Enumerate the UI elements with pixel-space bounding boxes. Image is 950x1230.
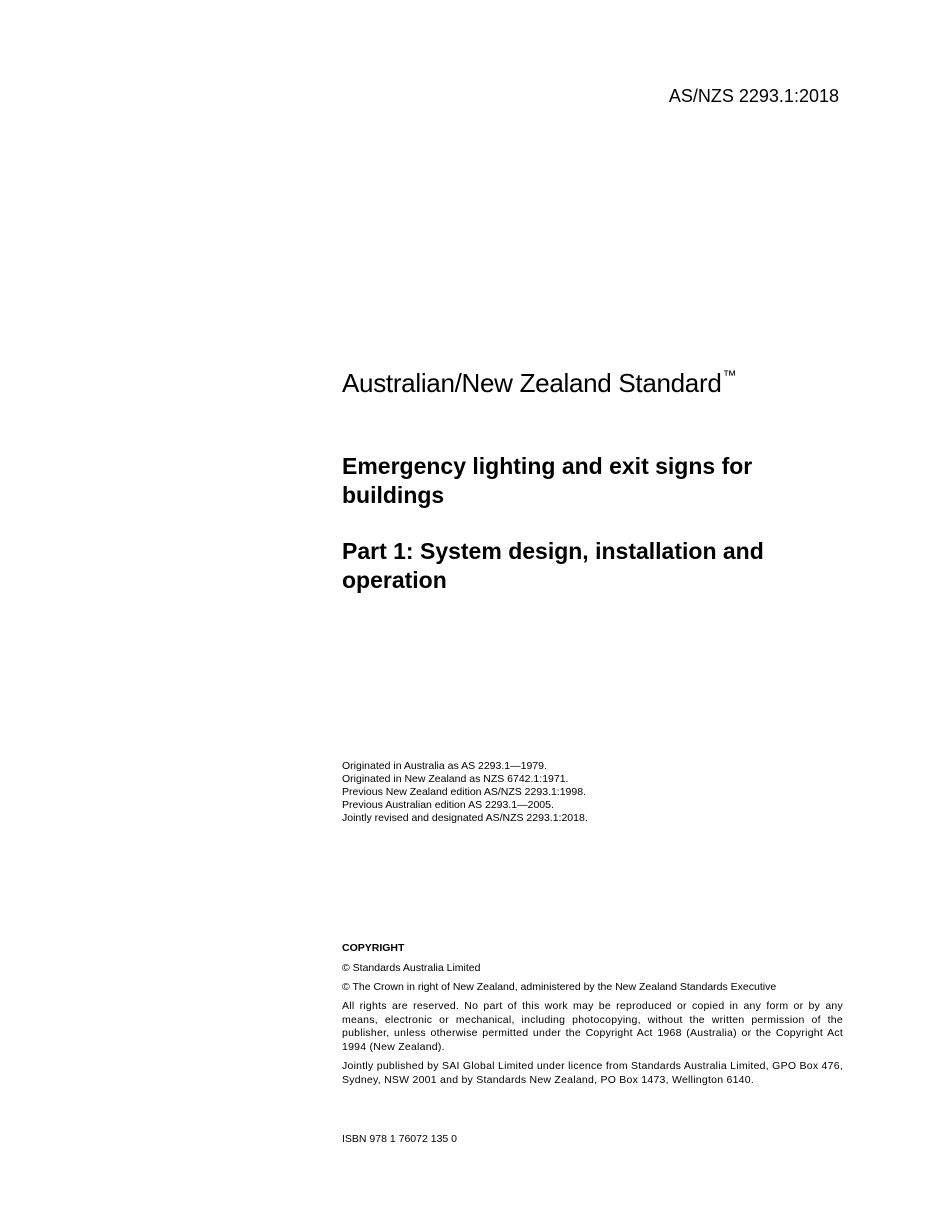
history-line: Previous Australian edition AS 2293.1—2005. bbox=[342, 799, 554, 811]
document-title: Emergency lighting and exit signs for buildings bbox=[342, 453, 753, 508]
copyright-line-australia: © Standards Australia Limited bbox=[342, 962, 481, 974]
publication-history bbox=[342, 760, 843, 825]
publisher-paragraph: Jointly published by SAI Global Limited under licence from Standards Australia Limited, GPO Box 476, Sydney, NSW 2001 and by Standards New Zealand, PO Box 1473, Wellington 6140. bbox=[342, 1060, 843, 1086]
part-title: Part 1: System design, installation and operation bbox=[342, 538, 764, 593]
rights-reserved-paragraph: All rights are reserved. No part of this work may be reproduced or copied in any form or by any means, electronic or mechanical, including photocopying, without the written permission of the publisher, unless otherwise permitted under the Copyright Act 1968 (Australia) or the Copyright Act 1994 (New Zealand). bbox=[342, 1000, 843, 1053]
history-line: Originated in New Zealand as NZS 6742.1:1971. bbox=[342, 773, 569, 785]
trademark-symbol: ™ bbox=[722, 367, 737, 383]
history-line: Previous New Zealand edition AS/NZS 2293.1:1998. bbox=[342, 786, 586, 798]
standard-type-text: Australian/New Zealand Standard bbox=[342, 368, 722, 398]
copyright-heading: COPYRIGHT bbox=[342, 942, 405, 954]
standard-type-heading bbox=[342, 359, 843, 399]
copyright-block bbox=[342, 942, 843, 1093]
history-line: Jointly revised and designated AS/NZS 2293.1:2018. bbox=[342, 812, 588, 824]
isbn: ISBN 978 1 76072 135 0 bbox=[342, 1133, 458, 1145]
history-line: Originated in Australia as AS 2293.1—1979. bbox=[342, 760, 547, 772]
copyright-line-new-zealand: © The Crown in right of New Zealand, administered by the New Zealand Standards Executive bbox=[342, 981, 777, 993]
document-number: AS/NZS 2293.1:2018 bbox=[668, 86, 839, 106]
